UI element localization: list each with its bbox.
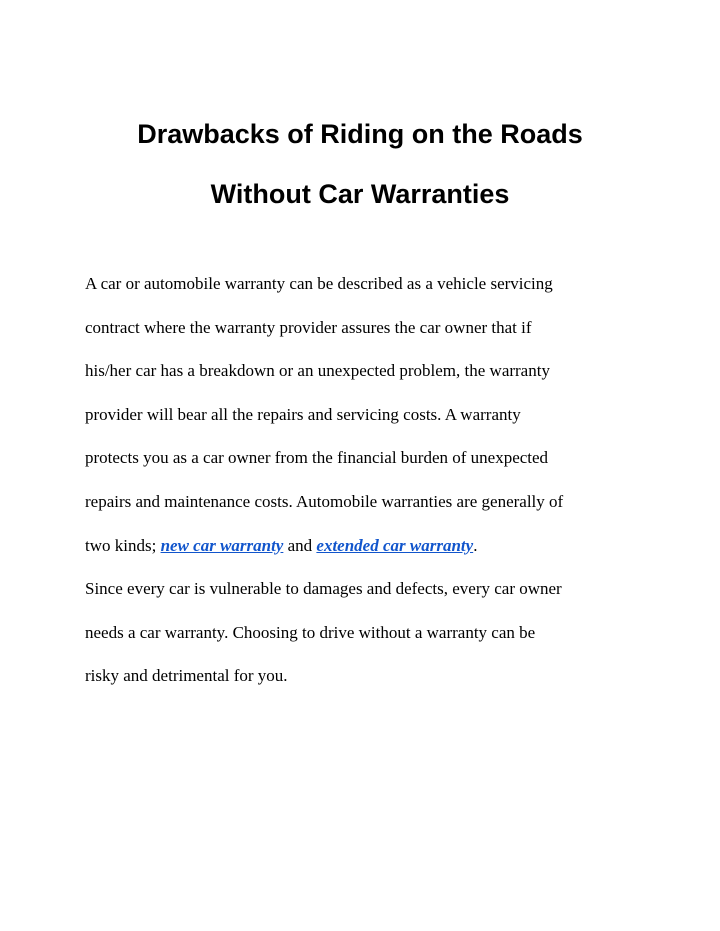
paragraph-line-7 (85, 524, 665, 568)
page-title-line-2: Without Car Warranties (210, 179, 510, 209)
paragraph-line-5: protects you as a car owner from the financial burden of unexpected (85, 448, 549, 468)
intro-paragraph (85, 262, 665, 698)
page-title (60, 104, 660, 224)
paragraph-line-9: needs a car warranty. Choosing to drive without a warranty can be (85, 622, 536, 642)
page-title-line-1: Drawbacks of Riding on the Roads (137, 119, 583, 149)
paragraph-line-2: contract where the warranty provider assures the car owner that if (85, 317, 532, 337)
paragraph-line-3: his/her car has a breakdown or an unexpected problem, the warranty (85, 361, 550, 381)
paragraph-line-1: A car or automobile warranty can be described as a vehicle servicing (85, 274, 553, 293)
extended-car-warranty-link[interactable]: extended car warranty (316, 535, 474, 555)
line-7-suffix: . (473, 535, 478, 555)
line-7-prefix: two kinds; (85, 535, 161, 555)
new-car-warranty-link[interactable]: new car warranty (160, 535, 284, 555)
paragraph-line-8: Since every car is vulnerable to damages and defects, every car owner (85, 579, 562, 599)
paragraph-line-6: repairs and maintenance costs. Automobile warranties are generally of (85, 491, 564, 511)
line-7-middle: and (283, 535, 317, 555)
paragraph-line-4: provider will bear all the repairs and servicing costs. A warranty (85, 404, 521, 424)
paragraph-line-10: risky and detrimental for you. (85, 666, 288, 686)
